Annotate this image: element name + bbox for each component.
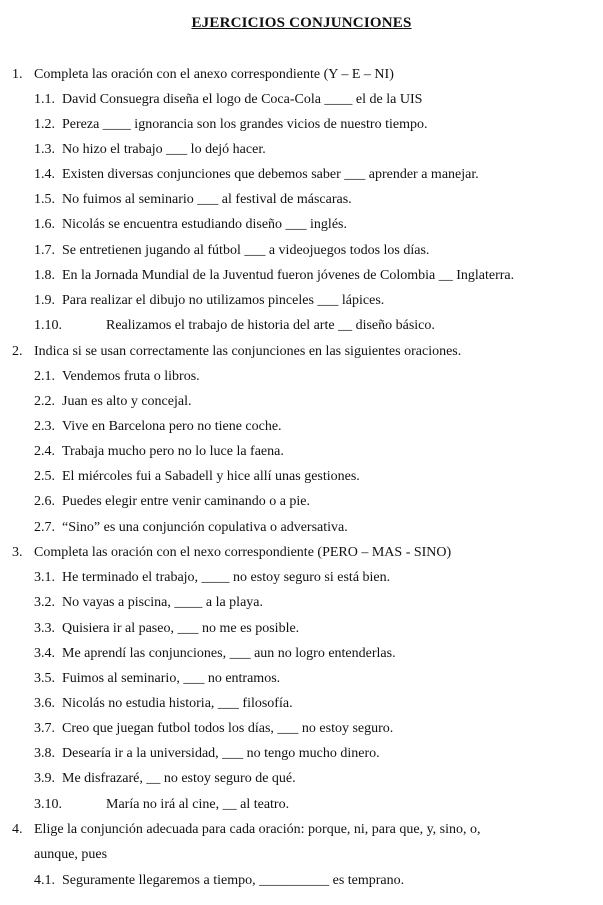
- item-text: El miércoles fui a Sabadell y hice allí unas gestiones.: [62, 469, 360, 484]
- item-text: Quisiera ir al paseo, ___ no me es posible.: [62, 621, 300, 636]
- item-number: 2.4.: [34, 444, 55, 459]
- item-number: 3.10.: [34, 797, 62, 812]
- list-item: [34, 368, 200, 386]
- list-item: [34, 393, 191, 411]
- list-item: [34, 166, 479, 184]
- list-item: [34, 216, 347, 234]
- item-text: María no irá al cine, __ al teatro.: [106, 797, 290, 812]
- section-number: 3.: [12, 545, 23, 560]
- item-number: 1.6.: [34, 217, 55, 232]
- item-text: Para realizar el dibujo no utilizamos pinceles ___ lápices.: [62, 293, 385, 308]
- item-text: Desearía ir a la universidad, ___ no tengo mucho dinero.: [62, 746, 380, 761]
- list-item: [34, 418, 282, 436]
- item-text: Realizamos el trabajo de historia del arte __ diseño básico.: [106, 318, 435, 333]
- item-number: 3.8.: [34, 746, 55, 761]
- item-number: 3.5.: [34, 671, 55, 686]
- item-number: 1.10.: [34, 318, 62, 333]
- item-text: David Consuegra diseña el logo de Coca-Cola ____ el de la UIS: [62, 92, 423, 107]
- item-text: Existen diversas conjunciones que debemos saber ___ aprender a manejar.: [62, 167, 479, 182]
- section-text: Indica si se usan correctamente las conjunciones en las siguientes oraciones.: [34, 344, 462, 359]
- list-item: [34, 569, 390, 587]
- list-item: [34, 292, 384, 310]
- item-text: Nicolás se encuentra estudiando diseño ___ inglés.: [62, 217, 347, 232]
- section-4-heading-continuation: aunque, pues: [34, 847, 108, 862]
- item-text: Juan es alto y concejal.: [62, 394, 192, 409]
- item-text: En la Jornada Mundial de la Juventud fueron jóvenes de Colombia __ Inglaterra.: [62, 268, 515, 283]
- item-number: 1.2.: [34, 117, 55, 132]
- item-number: 2.1.: [34, 369, 55, 384]
- list-item: [34, 317, 435, 335]
- item-number: 3.3.: [34, 621, 55, 636]
- item-number: 1.3.: [34, 142, 55, 157]
- item-number: 1.9.: [34, 293, 55, 308]
- item-text: No hizo el trabajo ___ lo dejó hacer.: [62, 142, 266, 157]
- section-number: 1.: [12, 67, 23, 82]
- list-item: [34, 493, 310, 511]
- item-number: 3.4.: [34, 646, 55, 661]
- list-item: [34, 745, 380, 763]
- list-item: [34, 594, 263, 612]
- item-text: Creo que juegan futbol todos los días, ___ no estoy seguro.: [62, 721, 394, 736]
- item-text: Me aprendí las conjunciones, ___ aun no logro entenderlas.: [62, 646, 396, 661]
- item-text: Nicolás no estudia historia, ___ filosofía.: [62, 696, 293, 711]
- item-number: 3.9.: [34, 771, 55, 786]
- item-number: 4.1.: [34, 873, 55, 888]
- list-item: [34, 443, 284, 461]
- list-item: [34, 91, 422, 109]
- section-text: Completa las oración con el nexo correspondiente (PERO – MAS - SINO): [34, 545, 452, 560]
- list-item: [34, 116, 427, 134]
- section-text: Completa las oración con el anexo correspondiente (Y – E – NI): [34, 67, 394, 82]
- list-item: [34, 141, 266, 159]
- item-number: 2.2.: [34, 394, 55, 409]
- list-item: [34, 670, 280, 688]
- item-text: Se entretienen jugando al fútbol ___ a videojuegos todos los días.: [62, 243, 430, 258]
- item-number: 3.2.: [34, 595, 55, 610]
- list-item: [34, 720, 393, 738]
- section-number: 2.: [12, 344, 23, 359]
- item-number: 1.8.: [34, 268, 55, 283]
- item-number: 1.1.: [34, 92, 55, 107]
- list-item: [34, 191, 352, 209]
- item-text: Me disfrazaré, __ no estoy seguro de qué.: [62, 771, 296, 786]
- list-item: [34, 796, 289, 814]
- section-1-heading: [12, 66, 394, 84]
- item-text: “Sino” es una conjunción copulativa o adversativa.: [62, 520, 348, 535]
- item-text: Fuimos al seminario, ___ no entramos.: [62, 671, 281, 686]
- item-text: Seguramente llegaremos a tiempo, __________ es temprano.: [62, 873, 405, 888]
- section-4-heading: [12, 821, 481, 839]
- item-number: 2.5.: [34, 469, 55, 484]
- list-item: [34, 242, 429, 260]
- item-text: Trabaja mucho pero no lo luce la faena.: [62, 444, 284, 459]
- item-number: 1.5.: [34, 192, 55, 207]
- list-item: [34, 770, 296, 788]
- list-item: [34, 620, 299, 638]
- item-number: 1.7.: [34, 243, 55, 258]
- list-item: [34, 519, 348, 537]
- item-number: 3.1.: [34, 570, 55, 585]
- item-number: 3.7.: [34, 721, 55, 736]
- item-number: 2.7.: [34, 520, 55, 535]
- list-item: [34, 872, 404, 890]
- item-number: 2.6.: [34, 494, 55, 509]
- section-3-heading: [12, 544, 451, 562]
- item-number: 2.3.: [34, 419, 55, 434]
- list-item: [34, 267, 514, 285]
- section-text: Elige la conjunción adecuada para cada oración: porque, ni, para que, y, sino, o,: [34, 822, 481, 837]
- item-number: 3.6.: [34, 696, 55, 711]
- item-text: Puedes elegir entre venir caminando o a pie.: [62, 494, 311, 509]
- item-text: He terminado el trabajo, ____ no estoy seguro si está bien.: [62, 570, 391, 585]
- item-text: Pereza ____ ignorancia son los grandes vicios de nuestro tiempo.: [62, 117, 428, 132]
- section-number: 4.: [12, 822, 23, 837]
- section-2-heading: [12, 343, 461, 361]
- list-item: [34, 468, 360, 486]
- page-title: EJERCICIOS CONJUNCIONES: [191, 15, 412, 31]
- list-item: [34, 695, 293, 713]
- item-text: No fuimos al seminario ___ al festival de máscaras.: [62, 192, 352, 207]
- item-text: No vayas a piscina, ____ a la playa.: [62, 595, 263, 610]
- list-item: [34, 645, 396, 663]
- item-number: 1.4.: [34, 167, 55, 182]
- item-text: Vendemos fruta o libros.: [62, 369, 200, 384]
- item-text: Vive en Barcelona pero no tiene coche.: [62, 419, 282, 434]
